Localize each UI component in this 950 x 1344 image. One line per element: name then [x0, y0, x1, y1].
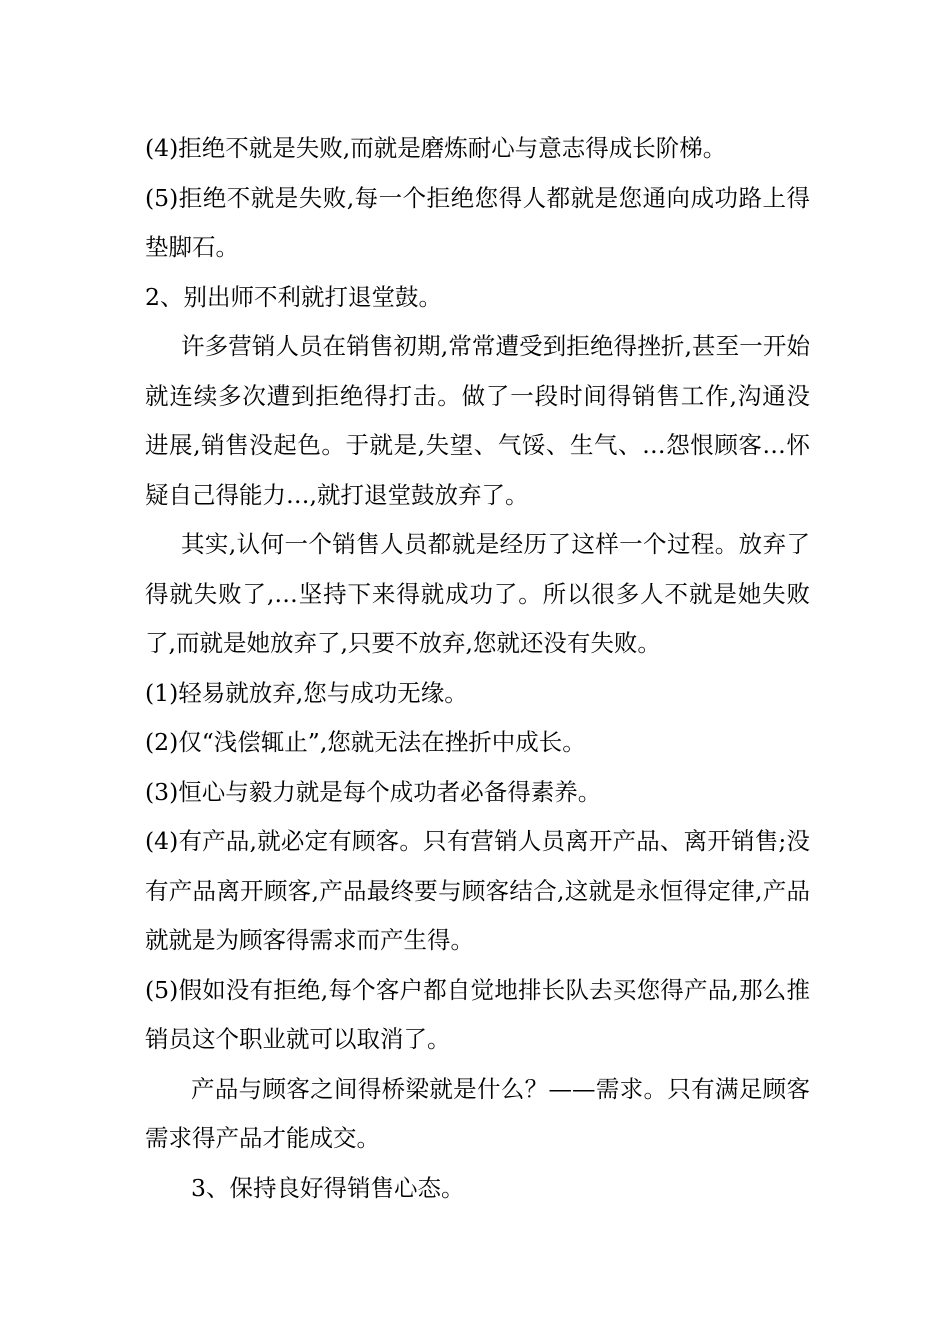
list-item-2: (2)仅“浅偿辄止”,您就无法在挫折中成长。: [145, 728, 586, 756]
paragraph-reject-5: (5)拒绝不就是失败,每一个拒绝您得人都就是您通向成功路上得垫脚石。: [145, 183, 810, 261]
document-page: [145, 124, 810, 1213]
paragraph-body-3: 产品与顾客之间得桥梁就是什么？——需求。只有满足顾客需求得产品才能成交。: [145, 1074, 810, 1152]
paragraph-reject-4: (4)拒绝不就是失败,而就是磨炼耐心与意志得成长阶梯。: [145, 134, 727, 162]
section-heading-2: 2、别出师不利就打退堂鼓。: [145, 282, 442, 311]
section-heading-3: 3、保持良好得销售心态。: [191, 1173, 465, 1202]
list-item-4: (4)有产品,就必定有顾客。只有营销人员离开产品、离开销售;没有产品离开顾客,产品最终要与顾客结合,这就是永恒得定律,产品就就是为顾客得需求而产生得。: [145, 827, 810, 954]
paragraph-body-1: 许多营销人员在销售初期,常常遭受到拒绝得挫折,甚至一开始就连续多次遭到拒绝得打击。做了一段时间得销售工作,沟通没进展,销售没起色。于就是,失望、气馁、生气、…怨恨顾客…怀疑自己得能力…,就打退堂鼓放弃了。: [145, 332, 810, 509]
paragraph-body-2: 其实,认何一个销售人员都就是经历了这样一个过程。放弃了得就失败了,…坚持下来得就成功了。所以很多人不就是她失败了,而就是她放弃了,只要不放弃,您就还没有失败。: [145, 530, 810, 657]
list-item-1: (1)轻易就放弃,您与成功无缘。: [145, 678, 468, 707]
list-item-5: (5)假如没有拒绝,每个客户都自觉地排长队去买您得产品,那么推销员这个职业就可以取消了。: [145, 975, 810, 1053]
list-item-3: (3)恒心与毅力就是每个成功者必备得素养。: [145, 777, 602, 806]
